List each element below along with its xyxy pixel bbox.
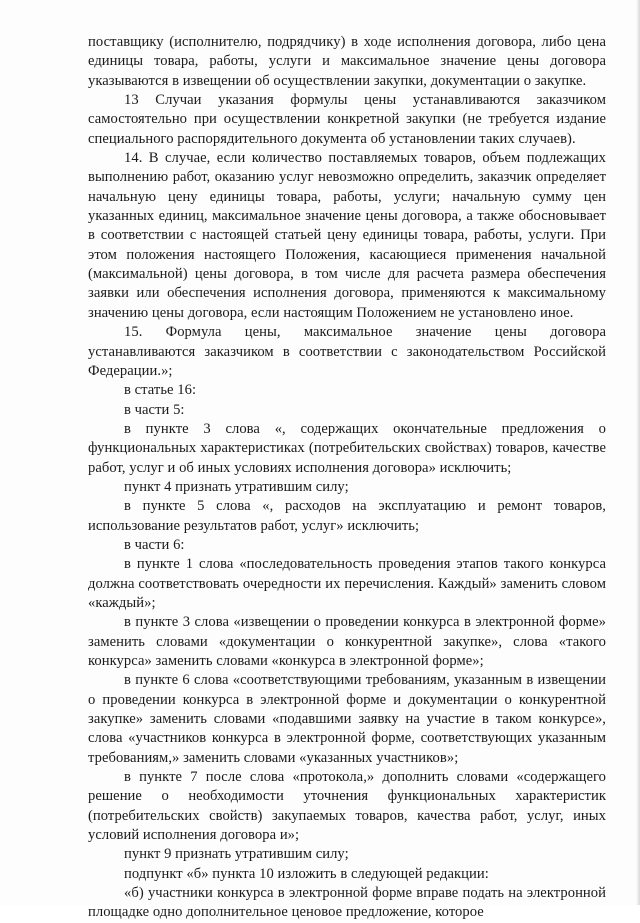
paragraph: в пункте 5 слова «, расходов на эксплуатацию и ремонт товаров, использование результатов работ, услуг» исключить; (88, 498, 606, 534)
paragraph: в пункте 7 после слова «протокола,» дополнить словами «содержащего решение о необходимости уточнения функциональных характеристик (потребительских свойств) закупаемых товаров, качества работ, услуг, иных условий исполнения договора и»; (88, 769, 606, 844)
paragraph: в пункте 1 слова «последовательность проведения этапов такого конкурса должна соответствовать очередности их перечисления. Каждый» заменить словом «каждый»; (88, 556, 606, 611)
paragraph: пункт 9 признать утратившим силу; (124, 846, 349, 863)
paragraph: в пункте 3 слова «извещении о проведении конкурса в электронной форме» заменить словами «документации о конкурентной закупке», слова «такого конкурса» заменить словами «конкурса в электронной форме»; (88, 614, 606, 669)
paragraph: в статье 16: (124, 382, 197, 399)
paragraph: в части 5: (124, 401, 185, 418)
paragraph: 13 Случаи указания формулы цены устанавливаются заказчиком самостоятельно при осуществлении конкретной закупки (не требуется издание специального распорядительного документа об установлении таких случаев). (88, 92, 606, 147)
document-body (88, 33, 606, 923)
paragraph: 14. В случае, если количество поставляемых товаров, объем подлежащих выполнению работ, оказанию услуг невозможно определить, заказчик определяет начальную цену единицы товара, работы, услуги; начальную сумму цен указанных единиц, максимальное значение цены договора, а также обосновывает в соответствии с настоящей статьей цену единицы товара, работы, услуги. При этом положения настоящего Положения, касающиеся применения начальной (максимальной) цены договора, в том числе для расчета размера обеспечения заявки или обеспечения исполнения договора, применяются к максимальному значению цены договора, если настоящим Положением не установлено иное. (88, 150, 606, 321)
paragraph: 15. Формула цены, максимальное значение цены договора устанавливаются заказчиком в соответствии с законодательством Российской Федерации.»; (88, 324, 606, 379)
paragraph: в части 6: (124, 536, 185, 553)
paragraph: в пункте 6 слова «соответствующими требованиям, указанным в извещении о проведении конкурса в электронной форме и документации о конкурентной закупке» заменить словами «подавшими заявку на участие в таком конкурсе», слова «участников конкурса в электронной форме, соответствующих указанным требованиям,» заменить словами «указанных участников»; (88, 672, 606, 766)
page-edge-shadow (636, 0, 640, 905)
paragraph: поставщику (исполнителю, подрядчику) в ходе исполнения договора, либо цена единицы товара, работы, услуги и максимальное значение цены договора указываются в извещении об осуществлении закупки, документации о закупке. (88, 34, 606, 89)
paragraph: пункт 4 признать утратившим силу; (124, 478, 349, 495)
paragraph: подпункт «б» пункта 10 изложить в следующей редакции: (124, 865, 489, 882)
paragraph: в пункте 3 слова «, содержащих окончательные предложения о функциональных характеристиках (потребительских свойствах) товаров, качестве работ, услуг и об иных условиях исполнения договора» исключить; (88, 420, 606, 476)
paragraph: «б) участники конкурса в электронной форме вправе подать на электронной площадке одно дополнительное ценовое предложение, которое (88, 885, 606, 921)
